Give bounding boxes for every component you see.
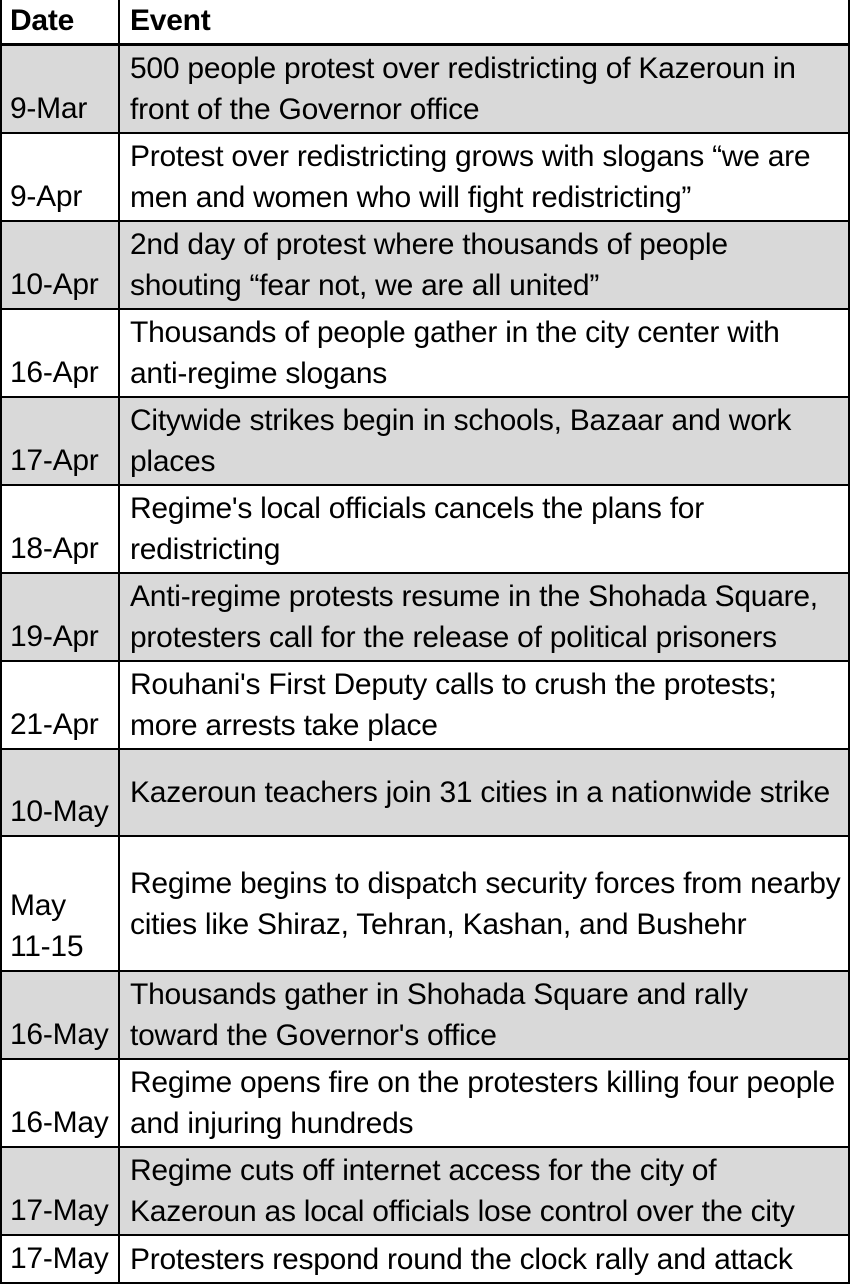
event-cell: Kazeroun teachers join 31 cities in a nationwide strike xyxy=(119,749,849,836)
table-row xyxy=(1,221,849,309)
date-cell: 9-Apr xyxy=(1,133,119,221)
date-cell: 9-Mar xyxy=(1,45,119,134)
date-cell: 16-May xyxy=(1,1059,119,1147)
event-cell: Regime cuts off internet access for the city of Kazeroun as local officials lose control over the city xyxy=(119,1147,849,1235)
date-cell: 17-Apr xyxy=(1,397,119,485)
date-cell: 10-May xyxy=(1,749,119,836)
date-cell: 21-Apr xyxy=(1,661,119,749)
date-cell: 18-Apr xyxy=(1,485,119,573)
table-row xyxy=(1,661,849,749)
table-row xyxy=(1,1147,849,1235)
event-cell: Citywide strikes begin in schools, Bazaar and work places xyxy=(119,397,849,485)
event-cell: Protest over redistricting grows with slogans “we are men and women who will fight redistricting” xyxy=(119,133,849,221)
event-column-header: Event xyxy=(119,0,849,45)
event-cell: 2nd day of protest where thousands of people shouting “fear not, we are all united” xyxy=(119,221,849,309)
event-cell: Thousands gather in Shohada Square and rally toward the Governor's office xyxy=(119,971,849,1059)
header-row xyxy=(1,0,849,45)
table-row xyxy=(1,45,849,134)
table-row xyxy=(1,971,849,1059)
table-row xyxy=(1,749,849,836)
date-cell: May 11-15 xyxy=(1,836,119,971)
table-row xyxy=(1,309,849,397)
event-cell: Regime opens fire on the protesters killing four people and injuring hundreds xyxy=(119,1059,849,1147)
date-cell: 16-Apr xyxy=(1,309,119,397)
date-cell: 10-Apr xyxy=(1,221,119,309)
table-row xyxy=(1,836,849,971)
event-cell: Thousands of people gather in the city center with anti-regime slogans xyxy=(119,309,849,397)
event-cell: Regime begins to dispatch security forces from nearby cities like Shiraz, Tehran, Kashan, and Bushehr xyxy=(119,836,849,971)
event-cell: Rouhani's First Deputy calls to crush the protests; more arrests take place xyxy=(119,661,849,749)
table-row xyxy=(1,397,849,485)
table-row xyxy=(1,1059,849,1147)
event-cell: Anti-regime protests resume in the Shohada Square, protesters call for the release of political prisoners xyxy=(119,573,849,661)
date-cell: 17-May xyxy=(1,1147,119,1235)
table-row xyxy=(1,485,849,573)
table-row xyxy=(1,573,849,661)
event-cell: Regime's local officials cancels the plans for redistricting xyxy=(119,485,849,573)
date-cell: 17-May xyxy=(1,1235,119,1283)
date-cell: 16-May xyxy=(1,971,119,1059)
date-cell: 19-Apr xyxy=(1,573,119,661)
table-row xyxy=(1,1235,849,1283)
table-body xyxy=(1,45,849,1284)
event-cell: 500 people protest over redistricting of Kazeroun in front of the Governor office xyxy=(119,45,849,134)
table-row xyxy=(1,133,849,221)
date-column-header: Date xyxy=(1,0,119,45)
event-cell: Protesters respond round the clock rally and attack xyxy=(119,1235,849,1283)
